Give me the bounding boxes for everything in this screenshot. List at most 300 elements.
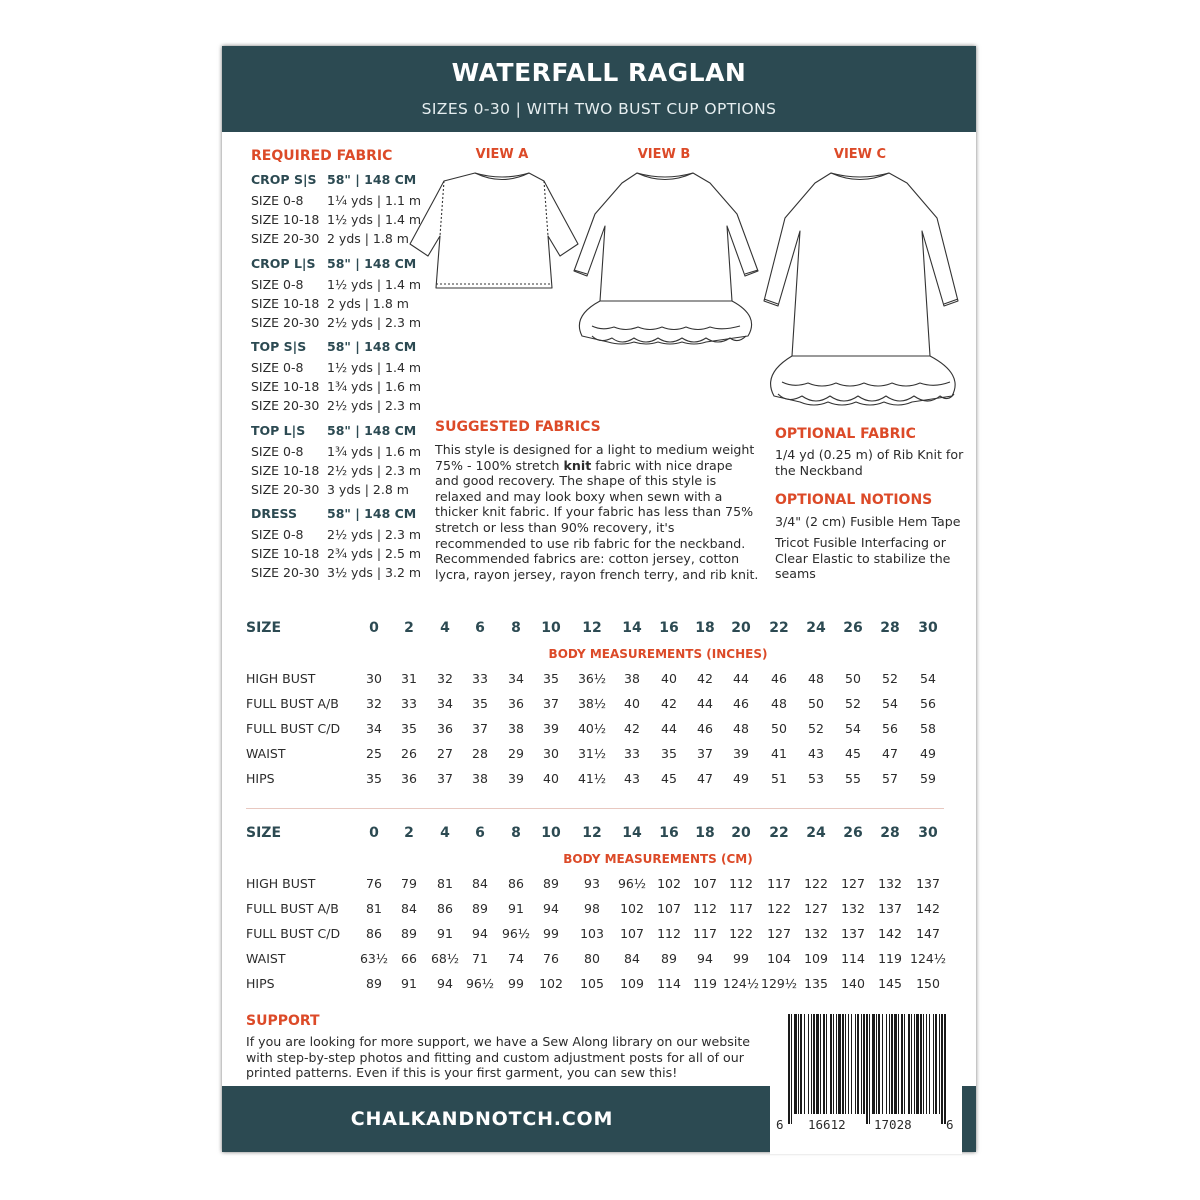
measurement-cell: 109 bbox=[620, 976, 644, 991]
measurement-cell: 71 bbox=[472, 951, 488, 966]
measurement-cell: 122 bbox=[767, 901, 791, 916]
measurement-cell: 43 bbox=[624, 771, 640, 786]
barcode-bar bbox=[901, 1014, 903, 1114]
fabric-amount: 1¾ yds | 1.6 m bbox=[327, 444, 422, 459]
measurement-cell: 122 bbox=[804, 876, 828, 891]
measurement-cell: 117 bbox=[767, 876, 791, 891]
measurement-cell: 91 bbox=[508, 901, 524, 916]
measurement-cell: 145 bbox=[878, 976, 902, 991]
size-header: 2 bbox=[404, 620, 414, 636]
barcode-bar bbox=[944, 1014, 946, 1124]
barcode-bar bbox=[830, 1014, 832, 1114]
fabric-amount: 2¾ yds | 2.5 m bbox=[327, 546, 422, 561]
barcode-bar bbox=[908, 1014, 910, 1114]
size-header: 0 bbox=[369, 825, 379, 841]
measurement-cell: 94 bbox=[543, 901, 559, 916]
measurement-cell: 38 bbox=[508, 721, 524, 736]
measurement-cell: 122 bbox=[729, 926, 753, 941]
size-header: 14 bbox=[622, 825, 642, 841]
barcode-bar bbox=[869, 1014, 870, 1124]
fabric-group-width: 58" | 148 CM bbox=[327, 506, 417, 521]
measurement-cell: 56 bbox=[920, 696, 936, 711]
barcode-bar bbox=[914, 1014, 915, 1114]
fabric-amount: 2½ yds | 2.3 m bbox=[327, 527, 422, 542]
pattern-subtitle: SIZES 0-30 | WITH TWO BUST CUP OPTIONS bbox=[421, 100, 777, 118]
optional-notions-item: 3/4" (2 cm) Fusible Hem Tape bbox=[775, 514, 961, 529]
fabric-group-name: TOP S|S bbox=[251, 339, 307, 354]
barcode-bar bbox=[923, 1014, 924, 1114]
measurement-cell: 89 bbox=[543, 876, 559, 891]
table-title: BODY MEASUREMENTS (INCHES) bbox=[548, 647, 768, 661]
barcode-bar bbox=[845, 1014, 846, 1114]
barcode-digit-first: 6 bbox=[776, 1117, 784, 1132]
barcode-digits-left: 16612 bbox=[808, 1117, 846, 1132]
suggested-bold-word: knit bbox=[563, 457, 592, 473]
measurement-label: FULL BUST A/B bbox=[246, 696, 339, 711]
fabric-size: SIZE 10-18 bbox=[251, 296, 320, 311]
measurement-cell: 112 bbox=[657, 926, 681, 941]
measurement-cell: 105 bbox=[580, 976, 604, 991]
measurement-cell: 48 bbox=[733, 721, 749, 736]
measurement-cell: 147 bbox=[916, 926, 940, 941]
measurement-cell: 86 bbox=[366, 926, 382, 941]
measurement-label: WAIST bbox=[246, 746, 286, 761]
barcode-bar bbox=[872, 1014, 875, 1114]
measurement-cell: 50 bbox=[771, 721, 787, 736]
measurement-cell: 140 bbox=[841, 976, 865, 991]
barcode-bar bbox=[800, 1014, 802, 1114]
size-header-label: SIZE bbox=[246, 620, 282, 636]
measurement-cell: 52 bbox=[845, 696, 861, 711]
measurement-cell: 25 bbox=[366, 746, 382, 761]
measurement-cell: 51 bbox=[771, 771, 787, 786]
barcode-digit-last: 6 bbox=[946, 1117, 954, 1132]
size-header: 16 bbox=[659, 620, 679, 636]
size-header: 2 bbox=[404, 825, 414, 841]
size-header: 20 bbox=[731, 620, 751, 636]
measurement-cell: 127 bbox=[841, 876, 865, 891]
table-divider bbox=[246, 808, 944, 809]
measurement-cell: 37 bbox=[472, 721, 488, 736]
measurement-cell: 94 bbox=[437, 976, 453, 991]
view-a-label: VIEW A bbox=[475, 147, 529, 162]
size-header: 6 bbox=[475, 620, 485, 636]
measurement-cell: 35 bbox=[401, 721, 417, 736]
fabric-size: SIZE 20-30 bbox=[251, 315, 320, 330]
barcode-bar bbox=[851, 1014, 852, 1114]
barcode-bar bbox=[939, 1014, 940, 1114]
barcode-bar bbox=[916, 1014, 919, 1114]
barcode-bar bbox=[933, 1014, 934, 1114]
view-c-illustration bbox=[764, 173, 958, 405]
fabric-amount: 2 yds | 1.8 m bbox=[327, 296, 409, 311]
fabric-amount: 2½ yds | 2.3 m bbox=[327, 315, 422, 330]
measurement-label: FULL BUST C/D bbox=[246, 721, 341, 736]
barcode-bar bbox=[876, 1014, 877, 1114]
fabric-size: SIZE 0-8 bbox=[251, 527, 304, 542]
measurement-cell: 124½ bbox=[910, 951, 946, 966]
barcode-bar bbox=[848, 1014, 849, 1114]
barcode-bar bbox=[820, 1014, 821, 1114]
measurement-cell: 81 bbox=[437, 876, 453, 891]
measurement-cell: 46 bbox=[771, 671, 787, 686]
measurement-cell: 49 bbox=[733, 771, 749, 786]
measurement-cell: 59 bbox=[920, 771, 936, 786]
barcode-bar bbox=[808, 1014, 809, 1114]
size-header: 26 bbox=[843, 620, 863, 636]
measurement-cell: 37 bbox=[697, 746, 713, 761]
barcode-bar bbox=[811, 1014, 812, 1114]
measurement-cell: 33 bbox=[472, 671, 488, 686]
measurement-cell: 117 bbox=[693, 926, 717, 941]
measurement-cell: 43 bbox=[808, 746, 824, 761]
measurement-cell: 57 bbox=[882, 771, 898, 786]
measurement-label: HIGH BUST bbox=[246, 876, 316, 891]
measurement-cell: 28 bbox=[472, 746, 488, 761]
measurement-cell: 74 bbox=[508, 951, 524, 966]
measurement-cell: 32 bbox=[366, 696, 382, 711]
measurement-cell: 132 bbox=[841, 901, 865, 916]
measurement-cell: 137 bbox=[878, 901, 902, 916]
measurement-cell: 31 bbox=[401, 671, 417, 686]
measurement-cell: 35 bbox=[543, 671, 559, 686]
fabric-size: SIZE 20-30 bbox=[251, 231, 320, 246]
barcode-bar bbox=[926, 1014, 927, 1114]
barcode-bar bbox=[863, 1014, 865, 1114]
measurement-cell: 35 bbox=[472, 696, 488, 711]
barcode-bar bbox=[833, 1014, 834, 1114]
size-header: 18 bbox=[695, 825, 715, 841]
fabric-amount: 3½ yds | 3.2 m bbox=[327, 565, 422, 580]
measurement-cell: 50 bbox=[808, 696, 824, 711]
fabric-size: SIZE 10-18 bbox=[251, 463, 320, 478]
measurement-cell: 48 bbox=[771, 696, 787, 711]
barcode-bar bbox=[878, 1014, 880, 1114]
fabric-group-name: CROP S|S bbox=[251, 172, 317, 187]
fabric-size: SIZE 0-8 bbox=[251, 444, 304, 459]
size-header: 24 bbox=[806, 825, 826, 841]
barcode-bar bbox=[823, 1014, 825, 1114]
measurement-cell: 47 bbox=[697, 771, 713, 786]
barcode-bar bbox=[836, 1014, 837, 1114]
measurement-cell: 107 bbox=[693, 876, 717, 891]
barcode-bar bbox=[898, 1014, 899, 1114]
barcode-bar bbox=[855, 1014, 856, 1114]
size-header: 22 bbox=[769, 825, 789, 841]
measurement-cell: 76 bbox=[543, 951, 559, 966]
size-header: 30 bbox=[918, 825, 938, 841]
suggested-fabrics-heading: SUGGESTED FABRICS bbox=[435, 419, 601, 435]
fabric-group-width: 58" | 148 CM bbox=[327, 339, 417, 354]
measurement-cell: 96½ bbox=[617, 876, 647, 891]
measurement-cell: 34 bbox=[366, 721, 382, 736]
measurement-cell: 112 bbox=[729, 876, 753, 891]
measurement-cell: 127 bbox=[767, 926, 791, 941]
measurement-cell: 132 bbox=[804, 926, 828, 941]
measurement-cell: 119 bbox=[878, 951, 902, 966]
size-header: 12 bbox=[582, 620, 602, 636]
measurement-cell: 99 bbox=[543, 926, 559, 941]
measurement-cell: 96½ bbox=[501, 926, 531, 941]
barcode-bar bbox=[826, 1014, 827, 1114]
measurement-cell: 37 bbox=[437, 771, 453, 786]
fabric-group-name: CROP L|S bbox=[251, 256, 316, 271]
measurement-cell: 54 bbox=[920, 671, 936, 686]
fabric-size: SIZE 10-18 bbox=[251, 212, 320, 227]
measurement-cell: 102 bbox=[539, 976, 563, 991]
barcode-bar bbox=[886, 1014, 887, 1114]
fabric-size: SIZE 20-30 bbox=[251, 482, 320, 497]
measurement-label: FULL BUST A/B bbox=[246, 901, 339, 916]
measurement-cell: 63½ bbox=[359, 951, 389, 966]
measurement-cell: 35 bbox=[366, 771, 382, 786]
measurement-cell: 39 bbox=[733, 746, 749, 761]
measurement-cell: 117 bbox=[729, 901, 753, 916]
optional-fabric-heading: OPTIONAL FABRIC bbox=[775, 426, 916, 442]
measurement-cell: 76 bbox=[366, 876, 382, 891]
measurement-cell: 40 bbox=[661, 671, 677, 686]
measurement-cell: 56 bbox=[882, 721, 898, 736]
measurement-cell: 30 bbox=[366, 671, 382, 686]
measurement-cell: 91 bbox=[437, 926, 453, 941]
measurement-cell: 96½ bbox=[465, 976, 495, 991]
measurement-cell: 45 bbox=[661, 771, 677, 786]
fabric-amount: 1½ yds | 1.4 m bbox=[327, 212, 422, 227]
measurement-cell: 36 bbox=[401, 771, 417, 786]
measurement-cell: 36 bbox=[437, 721, 453, 736]
measurement-cell: 42 bbox=[697, 671, 713, 686]
measurement-cell: 84 bbox=[472, 876, 488, 891]
size-header: 28 bbox=[880, 620, 900, 636]
fabric-amount: 3 yds | 2.8 m bbox=[327, 482, 409, 497]
barcode-bar bbox=[798, 1014, 799, 1114]
support-text: If you are looking for more support, we have a Sew Along library on our website with step-by-step photos and fitting and custom adjustment posts for all of our printed patterns. Even if this is your first garment, you can sew this! bbox=[246, 1034, 751, 1081]
measurement-cell: 55 bbox=[845, 771, 861, 786]
suggested-fabrics-text bbox=[435, 442, 760, 582]
barcode-bar bbox=[911, 1014, 912, 1114]
measurement-cell: 84 bbox=[624, 951, 640, 966]
fabric-group-name: DRESS bbox=[251, 506, 297, 521]
measurement-cell: 54 bbox=[882, 696, 898, 711]
view-c-label: VIEW C bbox=[833, 147, 887, 162]
measurement-cell: 30 bbox=[543, 746, 559, 761]
table-title: BODY MEASUREMENTS (CM) bbox=[563, 852, 753, 866]
barcode-bar bbox=[791, 1014, 792, 1124]
measurement-label: HIPS bbox=[246, 771, 275, 786]
size-header: 18 bbox=[695, 620, 715, 636]
measurement-cell: 38½ bbox=[577, 696, 607, 711]
measurement-cell: 80 bbox=[584, 951, 600, 966]
measurement-cell: 109 bbox=[804, 951, 828, 966]
measurement-cell: 40½ bbox=[577, 721, 607, 736]
measurement-cell: 129½ bbox=[761, 976, 797, 991]
measurement-cell: 104 bbox=[767, 951, 791, 966]
optional-notions-heading: OPTIONAL NOTIONS bbox=[775, 492, 933, 508]
fabric-size: SIZE 0-8 bbox=[251, 277, 304, 292]
measurement-cell: 50 bbox=[845, 671, 861, 686]
measurement-cell: 66 bbox=[401, 951, 417, 966]
measurement-cell: 52 bbox=[808, 721, 824, 736]
pattern-back-card bbox=[222, 46, 976, 1152]
view-b-label: VIEW B bbox=[637, 147, 691, 162]
measurement-cell: 86 bbox=[437, 901, 453, 916]
size-header: 10 bbox=[541, 825, 561, 841]
measurement-cell: 45 bbox=[845, 746, 861, 761]
barcode-bar bbox=[788, 1014, 790, 1124]
barcode-bar bbox=[941, 1014, 943, 1124]
measurement-cell: 94 bbox=[472, 926, 488, 941]
measurement-cell: 132 bbox=[878, 876, 902, 891]
measurement-cell: 79 bbox=[401, 876, 417, 891]
barcode-bar bbox=[882, 1014, 883, 1114]
measurement-cell: 44 bbox=[733, 671, 749, 686]
support-heading: SUPPORT bbox=[246, 1013, 320, 1029]
measurement-cell: 89 bbox=[401, 926, 417, 941]
measurement-label: FULL BUST C/D bbox=[246, 926, 341, 941]
fabric-size: SIZE 10-18 bbox=[251, 379, 320, 394]
barcode-bars bbox=[770, 1004, 962, 1154]
measurement-label: HIGH BUST bbox=[246, 671, 316, 686]
measurement-cell: 27 bbox=[437, 746, 453, 761]
measurement-cell: 89 bbox=[472, 901, 488, 916]
measurement-cell: 41½ bbox=[577, 771, 607, 786]
website-link[interactable]: CHALKANDNOTCH.COM bbox=[350, 1108, 614, 1130]
measurement-cell: 34 bbox=[437, 696, 453, 711]
measurement-cell: 35 bbox=[661, 746, 677, 761]
measurement-cell: 47 bbox=[882, 746, 898, 761]
size-header: 16 bbox=[659, 825, 679, 841]
measurement-cell: 33 bbox=[624, 746, 640, 761]
measurement-cell: 135 bbox=[804, 976, 828, 991]
size-header: 30 bbox=[918, 620, 938, 636]
measurement-cell: 38 bbox=[624, 671, 640, 686]
measurement-cell: 93 bbox=[584, 876, 600, 891]
measurement-cell: 102 bbox=[657, 876, 681, 891]
size-header: 20 bbox=[731, 825, 751, 841]
measurement-cell: 46 bbox=[697, 721, 713, 736]
size-header: 8 bbox=[511, 825, 521, 841]
size-header: 4 bbox=[440, 620, 450, 636]
measurement-cell: 49 bbox=[920, 746, 936, 761]
pattern-title: WATERFALL RAGLAN bbox=[451, 58, 747, 87]
measurement-cell: 40 bbox=[543, 771, 559, 786]
barcode-bar bbox=[935, 1014, 937, 1114]
measurement-cell: 102 bbox=[620, 901, 644, 916]
measurement-cell: 98 bbox=[584, 901, 600, 916]
measurement-cell: 54 bbox=[845, 721, 861, 736]
measurement-cell: 41 bbox=[771, 746, 787, 761]
barcode-bar bbox=[889, 1014, 890, 1114]
measurement-cell: 33 bbox=[401, 696, 417, 711]
measurement-cell: 58 bbox=[920, 721, 936, 736]
fabric-amount: 1½ yds | 1.4 m bbox=[327, 277, 422, 292]
required-fabric-heading: REQUIRED FABRIC bbox=[251, 148, 393, 164]
size-header: 8 bbox=[511, 620, 521, 636]
measurement-cell: 36½ bbox=[577, 671, 607, 686]
barcode-bar bbox=[842, 1014, 844, 1114]
measurement-cell: 107 bbox=[657, 901, 681, 916]
size-header: 24 bbox=[806, 620, 826, 636]
measurement-cell: 32 bbox=[437, 671, 453, 686]
barcode-bar bbox=[929, 1014, 930, 1114]
size-header-label: SIZE bbox=[246, 825, 282, 841]
measurement-cell: 52 bbox=[882, 671, 898, 686]
fabric-amount: 1½ yds | 1.4 m bbox=[327, 360, 422, 375]
measurement-cell: 81 bbox=[366, 901, 382, 916]
size-header: 22 bbox=[769, 620, 789, 636]
fabric-group-width: 58" | 148 CM bbox=[327, 423, 417, 438]
size-header: 10 bbox=[541, 620, 561, 636]
barcode-bar bbox=[904, 1014, 905, 1114]
barcode-bar bbox=[861, 1014, 862, 1114]
measurement-cell: 89 bbox=[366, 976, 382, 991]
measurement-cell: 40 bbox=[624, 696, 640, 711]
size-header: 12 bbox=[582, 825, 602, 841]
barcode-bar bbox=[920, 1014, 922, 1114]
fabric-group-width: 58" | 148 CM bbox=[327, 172, 417, 187]
measurement-cell: 44 bbox=[697, 696, 713, 711]
barcode-bar bbox=[857, 1014, 859, 1114]
measurement-cell: 103 bbox=[580, 926, 604, 941]
measurement-cell: 112 bbox=[693, 901, 717, 916]
fabric-amount: 2 yds | 1.8 m bbox=[327, 231, 409, 246]
measurement-cell: 142 bbox=[916, 901, 940, 916]
barcode-bar bbox=[866, 1014, 868, 1124]
view-b-illustration bbox=[574, 173, 758, 344]
measurement-cell: 31½ bbox=[577, 746, 607, 761]
measurement-cell: 36 bbox=[508, 696, 524, 711]
fabric-amount: 2½ yds | 2.3 m bbox=[327, 398, 422, 413]
measurement-cell: 84 bbox=[401, 901, 417, 916]
measurement-cell: 137 bbox=[916, 876, 940, 891]
fabric-size: SIZE 10-18 bbox=[251, 546, 320, 561]
fabric-size: SIZE 0-8 bbox=[251, 360, 304, 375]
measurement-cell: 137 bbox=[841, 926, 865, 941]
measurement-cell: 42 bbox=[624, 721, 640, 736]
fabric-amount: 1¼ yds | 1.1 m bbox=[327, 193, 422, 208]
barcode-bar bbox=[816, 1014, 819, 1114]
measurement-cell: 142 bbox=[878, 926, 902, 941]
optional-fabric-text: 1/4 yd (0.25 m) of Rib Knit for the Neckband bbox=[775, 447, 964, 478]
measurement-label: HIPS bbox=[246, 976, 275, 991]
fabric-group-width: 58" | 148 CM bbox=[327, 256, 417, 271]
fabric-size: SIZE 20-30 bbox=[251, 565, 320, 580]
barcode-bar bbox=[813, 1014, 815, 1114]
measurement-cell: 114 bbox=[657, 976, 681, 991]
measurement-cell: 124½ bbox=[723, 976, 759, 991]
size-header: 14 bbox=[622, 620, 642, 636]
barcode bbox=[770, 1004, 962, 1154]
measurement-cell: 94 bbox=[697, 951, 713, 966]
measurement-cell: 34 bbox=[508, 671, 524, 686]
size-header: 28 bbox=[880, 825, 900, 841]
suggested-text-part: This style is designed for a light to medium weight 75% - 100% stretch bbox=[435, 442, 755, 473]
measurement-cell: 114 bbox=[841, 951, 865, 966]
size-header: 6 bbox=[475, 825, 485, 841]
measurement-cell: 127 bbox=[804, 901, 828, 916]
measurement-cell: 99 bbox=[508, 976, 524, 991]
barcode-bar bbox=[804, 1014, 805, 1114]
measurement-cell: 53 bbox=[808, 771, 824, 786]
optional-notions-item: Tricot Fusible Interfacing or Clear Elastic to stabilize the seams bbox=[775, 535, 951, 582]
measurement-cell: 150 bbox=[916, 976, 940, 991]
measurement-cell: 46 bbox=[733, 696, 749, 711]
barcode-bar bbox=[794, 1014, 797, 1114]
measurement-cell: 39 bbox=[508, 771, 524, 786]
fabric-size: SIZE 0-8 bbox=[251, 193, 304, 208]
measurement-cell: 99 bbox=[733, 951, 749, 966]
measurement-cell: 48 bbox=[808, 671, 824, 686]
